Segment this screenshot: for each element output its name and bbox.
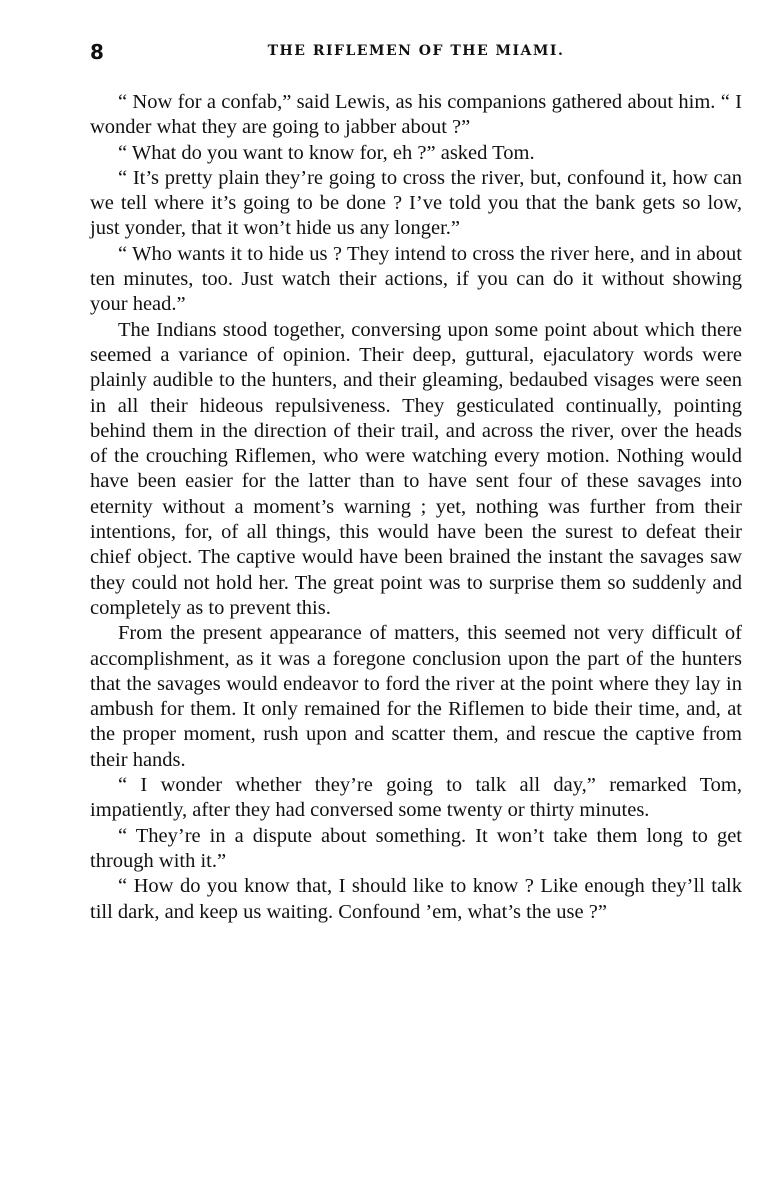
paragraph: “ Who wants it to hide us ? They intend to cross the river here, and in about ten minutes, too. Just watch their actions, if you can do it without showing your head.” (90, 242, 742, 316)
body-text (90, 90, 742, 925)
paragraph: “ Now for a confab,” said Lewis, as his companions gathered about him. “ I wonder what they are going to jabber about ?” (90, 91, 742, 139)
page-number: 8 (90, 40, 104, 64)
paragraph: “ It’s pretty plain they’re going to cross the river, but, confound it, how can we tell where it’s going to be done ? I’ve told you that the bank gets so low, just yonder, that it won’t hide us any longer.” (90, 166, 742, 240)
page-header (90, 40, 742, 64)
paragraph: The Indians stood together, conversing upon some point about which there seemed a variance of opinion. Their deep, guttural, ejaculatory words were plainly audible to the hunters, and their gleaming, bedaubed visages were seen in all their hideous repulsiveness. They gesticulated continually, pointing behind them in the direction of their trail, and across the river, over the heads of the crouching Riflemen, who were watching every motion. Nothing would have been easier for the latter than to have sent four of these savages into eternity without a moment’s warning ; yet, nothing was further from their intentions, for, of all things, this would have been the surest to defeat their chief object. The captive would have been brained the instant the savages saw they could not hold her. The great point was to surprise them so suddenly and completely as to prevent this. (90, 318, 742, 619)
paragraph: “ I wonder whether they’re going to talk all day,” remarked Tom, impatiently, after they had conversed some twenty or thirty minutes. (90, 774, 742, 822)
paragraph: From the present appearance of matters, this seemed not very difficult of accomplishment, as it was a foregone conclusion upon the part of the hunters that the savages would endeavor to ford the river at the point where they lay in ambush for them. It only remained for the Riflemen to bide their time, and, at the proper moment, rush upon and scatter them, and rescue the captive from their hands. (90, 622, 742, 771)
paragraph: “ They’re in a dispute about something. It won’t take them long to get through with it.” (90, 824, 742, 872)
running-title: THE RIFLEMEN OF THE MIAMI. (267, 43, 565, 59)
paragraph: “ How do you know that, I should like to know ? Like enough they’ll talk till dark, and keep us waiting. Confound ’em, what’s the use ?” (90, 875, 742, 923)
paragraph: “ What do you want to know for, eh ?” asked Tom. (118, 141, 535, 164)
